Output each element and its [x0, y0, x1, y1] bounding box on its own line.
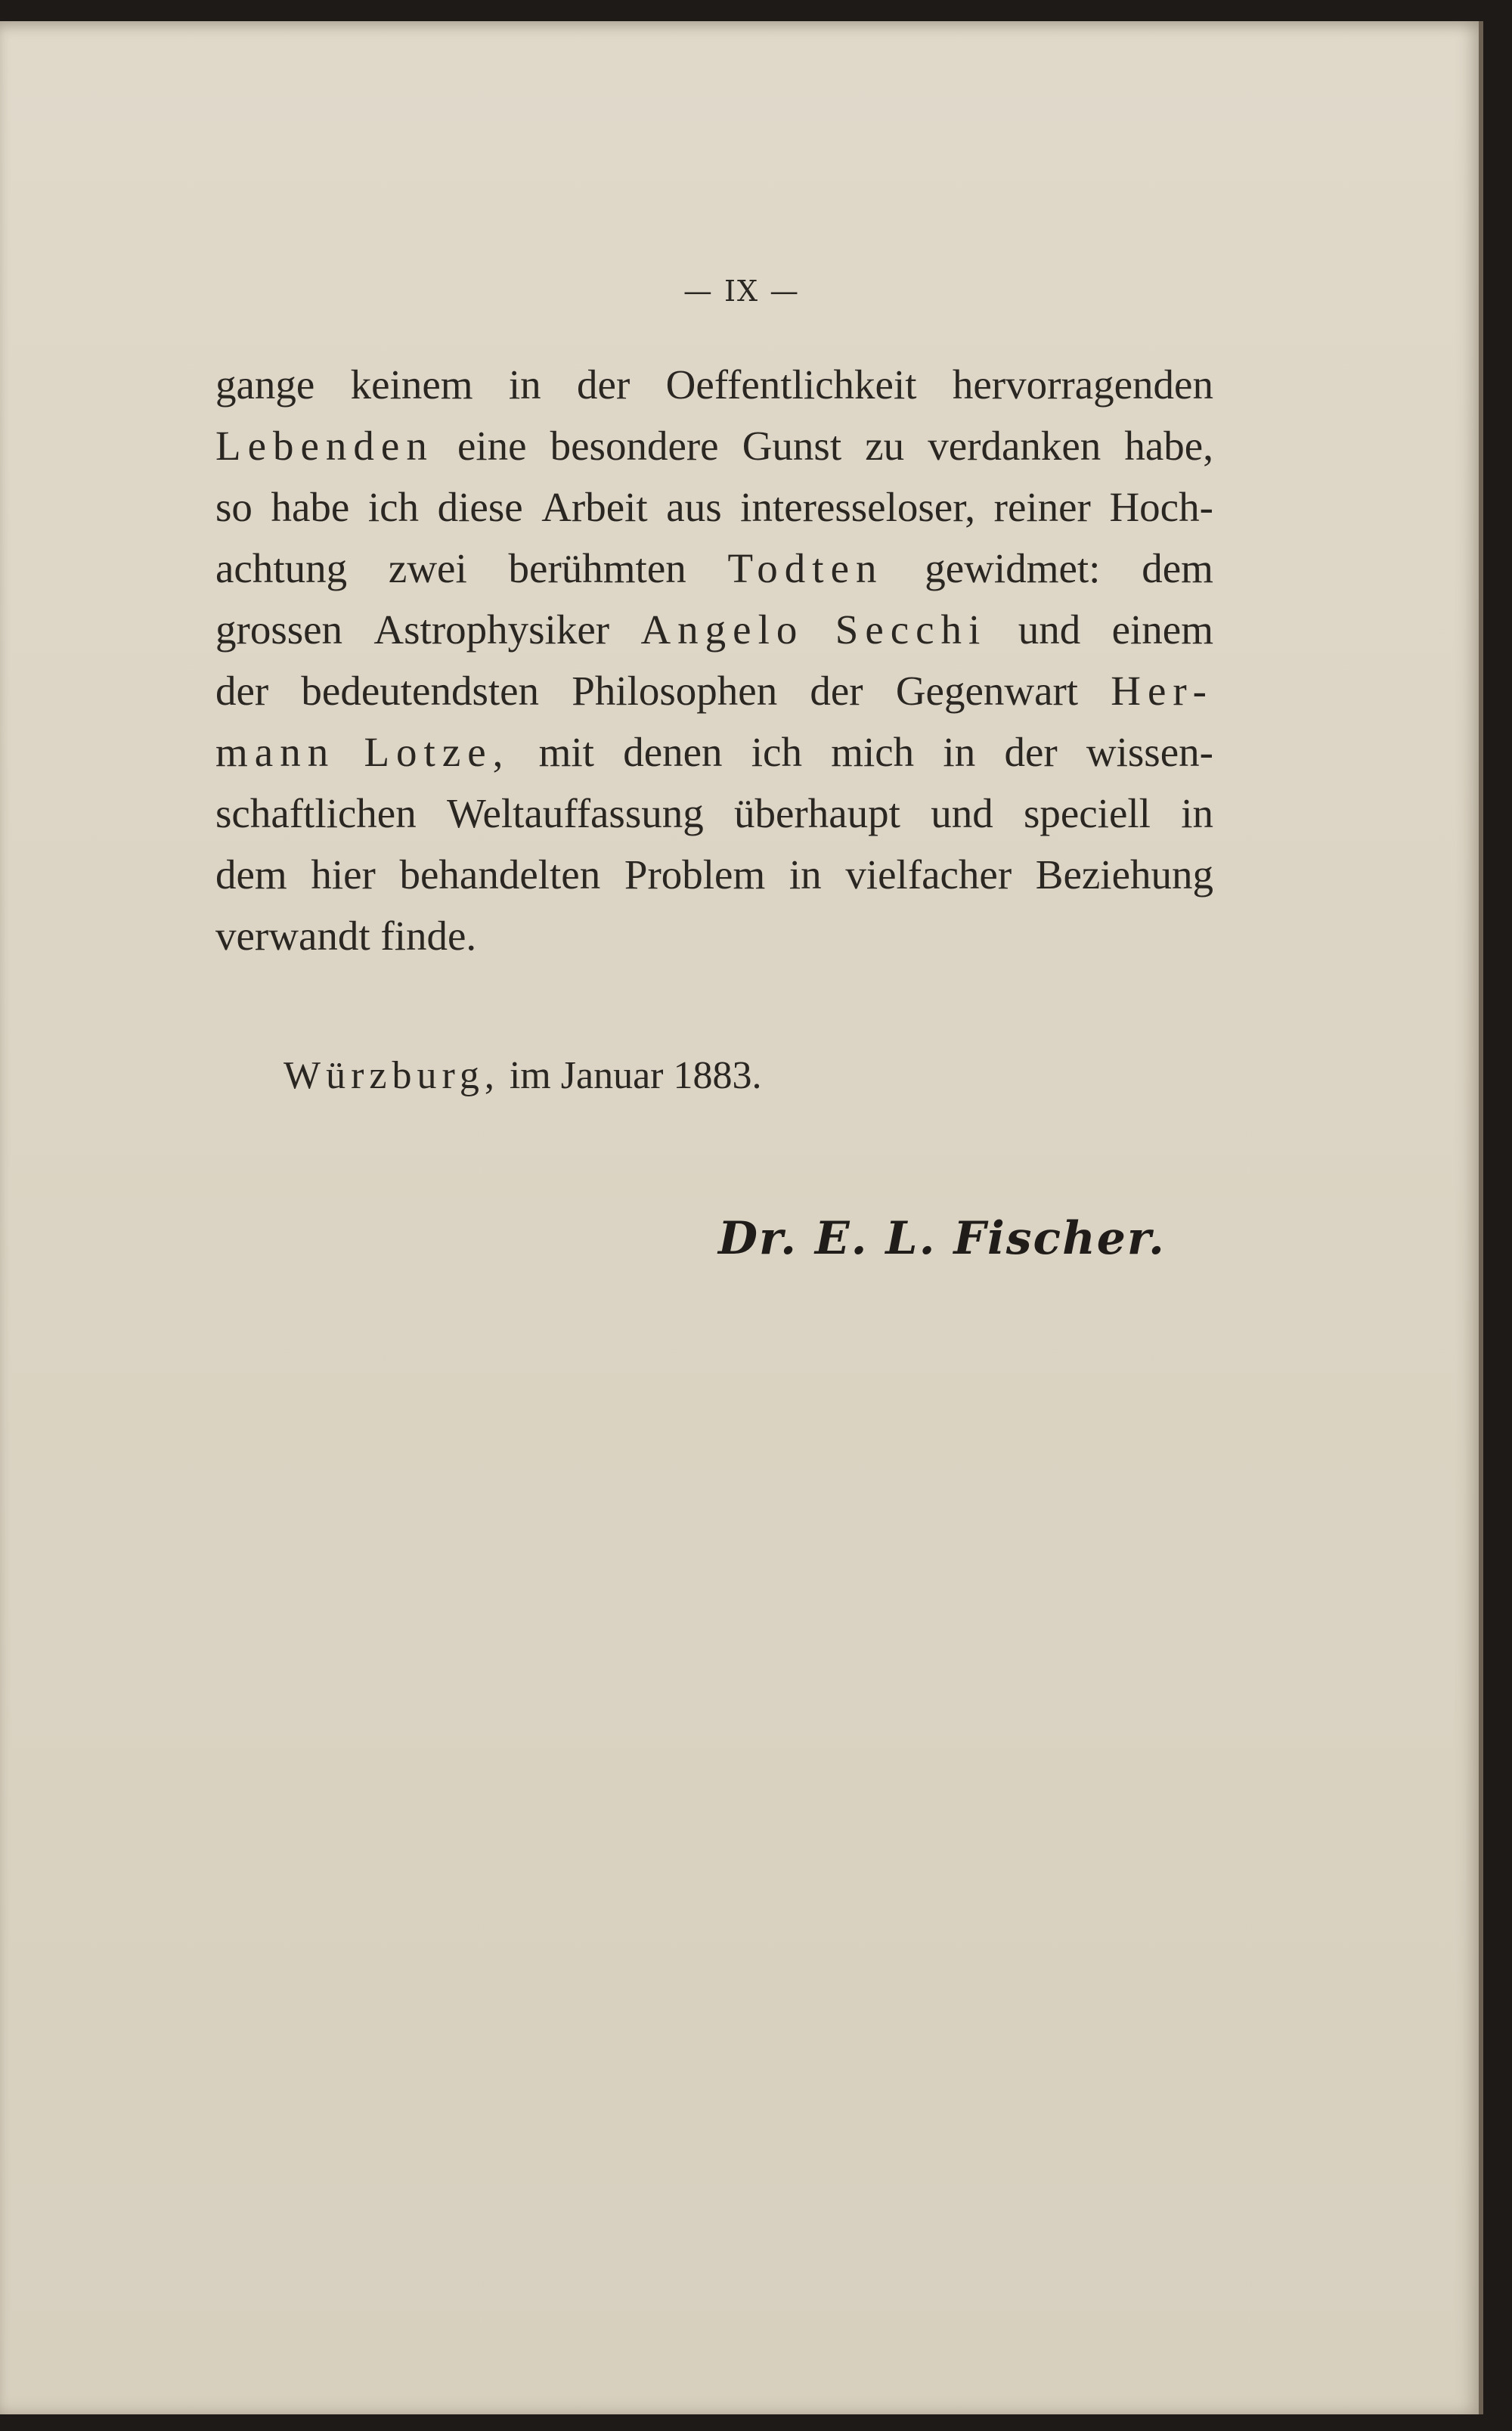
word: berühmten: [508, 545, 686, 591]
word: der: [810, 668, 863, 714]
word: Problem: [624, 851, 766, 898]
spaced-word: Lotze,: [364, 729, 510, 775]
text-line-2: [215, 415, 1213, 476]
word: überhaupt: [734, 790, 900, 836]
word: hier: [311, 851, 376, 898]
word: besondere: [550, 423, 719, 469]
word: Philosophen: [572, 668, 778, 714]
word: Oeffentlichkeit: [665, 361, 917, 408]
spaced-word: Todten: [727, 545, 884, 591]
spaced-word: Her-: [1111, 668, 1213, 714]
word: gewidmet:: [925, 545, 1101, 591]
word: Weltauffassung: [446, 790, 704, 836]
word: Gegenwart: [895, 668, 1079, 714]
word: dem: [1142, 545, 1213, 591]
word: verdanken: [928, 423, 1101, 469]
word: habe,: [1124, 423, 1213, 469]
spaced-word: Angelo: [640, 606, 804, 653]
word: Beziehung: [1035, 851, 1213, 898]
word: keinem: [350, 361, 473, 408]
body-paragraph: [215, 354, 1213, 966]
page-number: — IX —: [683, 274, 801, 308]
word: verwandt finde.: [215, 913, 477, 959]
word: speciell: [1023, 790, 1151, 836]
text-line-5: [215, 599, 1213, 660]
text-line-8: [215, 783, 1213, 844]
word: aus: [666, 484, 722, 530]
word: in: [789, 851, 822, 898]
word: interesseloser,: [740, 484, 976, 530]
word: behandelten: [399, 851, 601, 898]
word: achtung: [215, 545, 348, 591]
word: bedeutendsten: [301, 668, 540, 714]
word: der: [577, 361, 631, 408]
dateline: [284, 1053, 761, 1098]
word: vielfacher: [845, 851, 1012, 898]
spaced-word: mann: [215, 729, 336, 775]
word: Hoch-: [1109, 484, 1213, 530]
word: in: [943, 729, 976, 775]
word: einem: [1111, 606, 1213, 653]
author-signature: Dr. E. L. Fischer.: [718, 1212, 1166, 1265]
page-edge: [1479, 21, 1483, 2414]
word: hervorragenden: [952, 361, 1213, 408]
text-line-7: [215, 721, 1213, 783]
word: und: [931, 790, 993, 836]
word: eine: [457, 423, 527, 469]
text-line-6: [215, 660, 1213, 721]
word: denen: [623, 729, 723, 775]
word: Gunst: [742, 423, 842, 469]
word: mich: [831, 729, 915, 775]
word: in: [508, 361, 541, 408]
word: wissen-: [1086, 729, 1213, 775]
book-page: [0, 21, 1483, 2414]
word: und: [1018, 606, 1081, 653]
word: gange: [215, 361, 315, 408]
word: der: [1004, 729, 1058, 775]
text-line-9: [215, 844, 1213, 905]
text-line-10: [215, 905, 1213, 966]
word: Astrophysiker: [373, 606, 610, 653]
text-line-4: [215, 538, 1213, 599]
word: zu: [865, 423, 905, 469]
word: in: [1181, 790, 1213, 836]
dateline-place: Würzburg,: [284, 1054, 500, 1097]
text-line-3: [215, 476, 1213, 538]
word: habe: [271, 484, 350, 530]
word: zwei: [388, 545, 467, 591]
word: dem: [215, 851, 287, 898]
word: reiner: [993, 484, 1091, 530]
word: grossen: [215, 606, 343, 653]
text-line-1: [215, 354, 1213, 415]
word: der: [215, 668, 269, 714]
word: Arbeit: [541, 484, 648, 530]
spaced-word: Secchi: [835, 606, 987, 653]
word: schaftlichen: [215, 790, 417, 836]
word: ich: [751, 729, 802, 775]
word: ich: [367, 484, 420, 530]
word: diese: [437, 484, 523, 530]
word: so: [215, 484, 253, 530]
spaced-word: Lebenden: [215, 423, 434, 469]
dateline-date: im Januar 1883.: [509, 1054, 762, 1097]
word: mit: [538, 729, 594, 775]
